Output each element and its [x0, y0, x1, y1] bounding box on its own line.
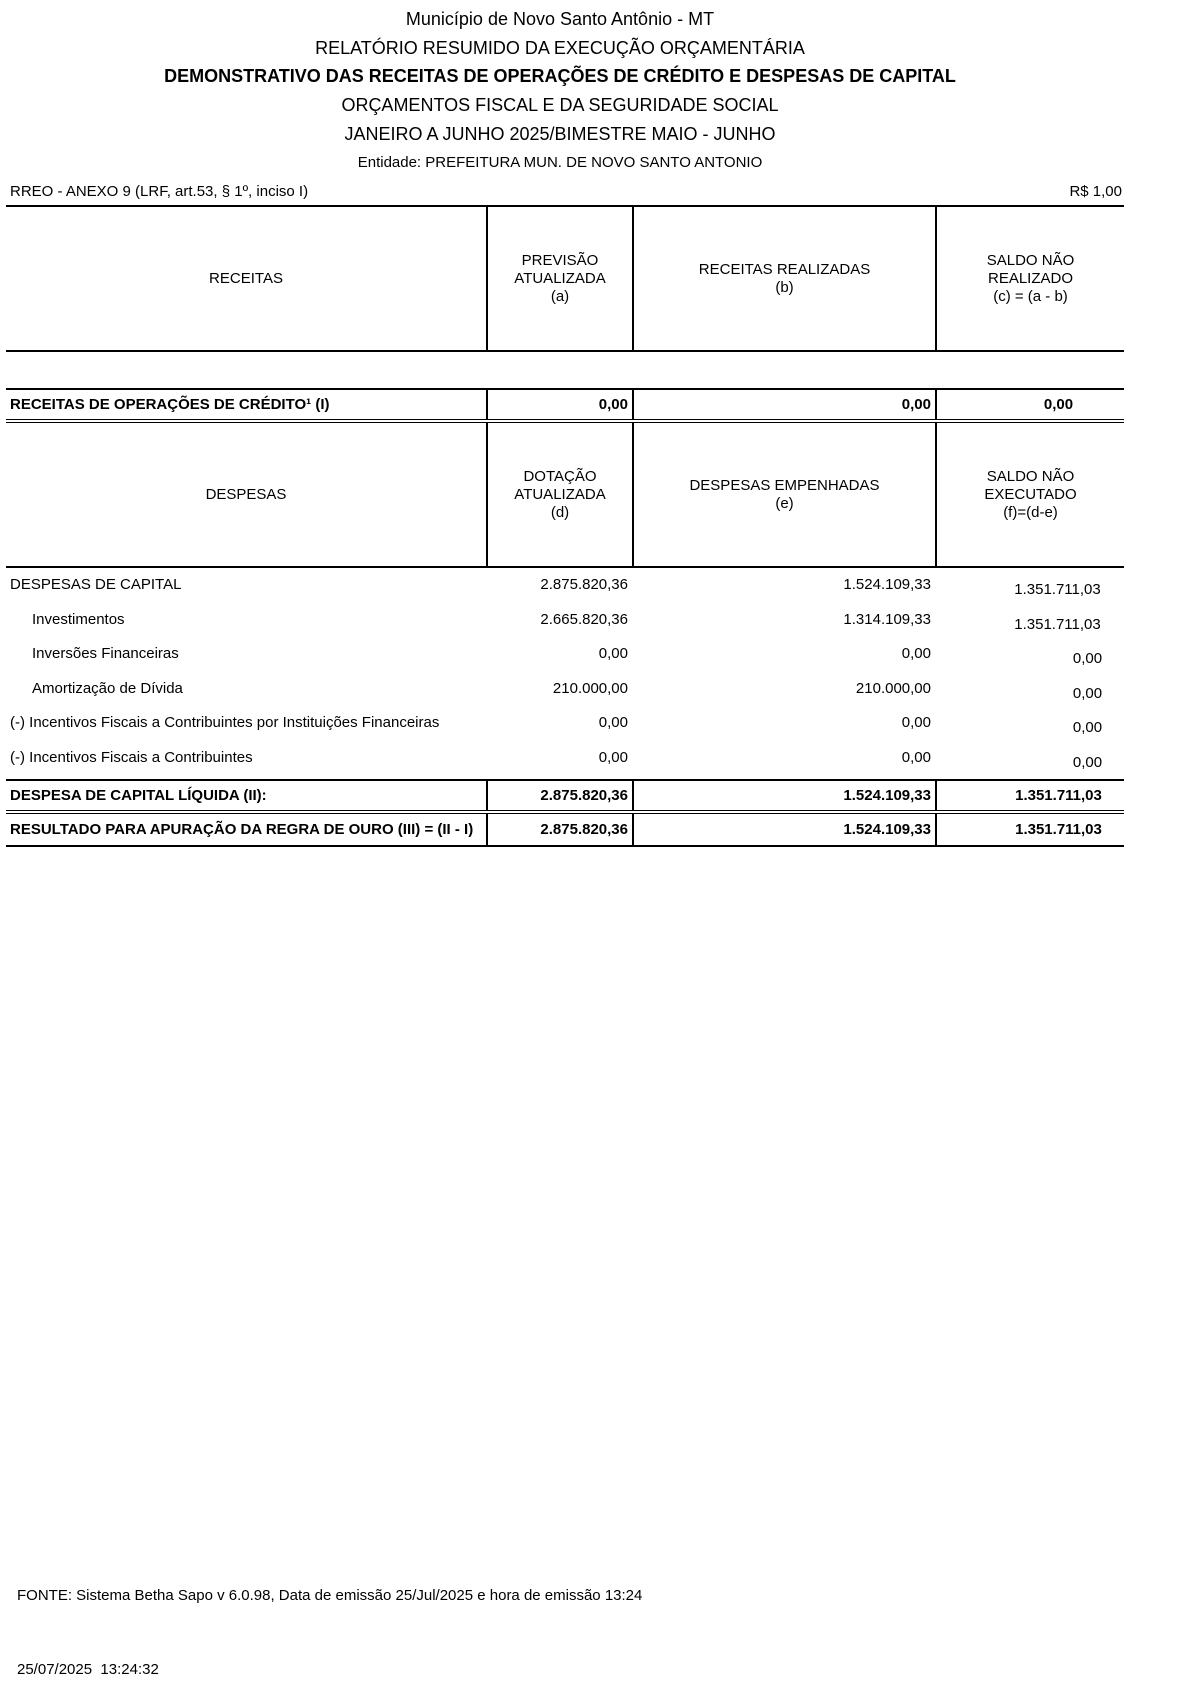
net-row-label: DESPESA DE CAPITAL LÍQUIDA (II):: [10, 787, 267, 804]
expense-label: Amortização de Dívida: [32, 679, 183, 697]
expense-e: 0,00: [901, 645, 931, 662]
report-table: [6, 205, 1124, 847]
expense-label: (-) Incentivos Fiscais a Contribuintes: [10, 748, 253, 766]
net-row-d: 2.875.820,36: [486, 781, 632, 810]
expense-e: 1.314.109,33: [843, 610, 931, 628]
expense-f: 0,00: [1072, 684, 1103, 702]
budgets-title: ORÇAMENTOS FISCAL E DA SEGURIDADE SOCIAL: [341, 95, 779, 115]
currency-unit: R$ 1,00: [1069, 183, 1122, 200]
expense-d: 2.665.820,36: [540, 610, 628, 628]
expense-label: Investimentos: [32, 610, 125, 628]
credit-row-b: 0,00: [632, 390, 935, 419]
expense-f: 0,00: [1072, 719, 1103, 736]
revenue-header-col2: PREVISÃO ATUALIZADA (a): [486, 207, 632, 350]
expense-d: 210.000,00: [552, 679, 628, 697]
table-row: [6, 710, 1124, 745]
expense-header: [6, 423, 1124, 568]
expense-d: 0,00: [598, 714, 628, 731]
table-row: [6, 607, 1124, 642]
expense-label: DESPESAS DE CAPITAL: [10, 576, 182, 593]
expense-header-col4: SALDO NÃO EXECUTADO (f)=(d-e): [935, 423, 1124, 566]
result-row-label: RESULTADO PARA APURAÇÃO DA REGRA DE OURO (III) = (II - I): [10, 821, 474, 838]
expense-header-col1: DESPESAS: [205, 485, 287, 503]
source-footnote: FONTE: Sistema Betha Sapo v 6.0.98, Data de emissão 25/Jul/2025 e hora de emissão 13:24: [17, 1587, 643, 1604]
credit-row-label: RECEITAS DE OPERAÇÕES DE CRÉDITO¹ (I): [10, 396, 330, 413]
result-row-d: 2.875.820,36: [486, 814, 632, 845]
result-row-f: 1.351.711,03: [935, 814, 1124, 845]
period-title: JANEIRO A JUNHO 2025/BIMESTRE MAIO - JUNHO: [344, 124, 776, 144]
credit-row-c: 0,00: [935, 390, 1124, 419]
credit-row-a: 0,00: [486, 390, 632, 419]
expense-f: 1.351.711,03: [1014, 581, 1101, 598]
expense-d: 0,00: [598, 645, 628, 662]
table-row: [6, 676, 1124, 711]
expense-f: 0,00: [1072, 753, 1103, 771]
table-row: [6, 641, 1124, 676]
expense-rows: [6, 568, 1124, 779]
expense-d: 2.875.820,36: [540, 576, 628, 593]
revenue-header: [6, 205, 1124, 352]
table-row: [6, 745, 1124, 780]
entity-label: Entidade: PREFEITURA MUN. DE NOVO SANTO ANTONIO: [357, 154, 763, 171]
annex-label: RREO - ANEXO 9 (LRF, art.53, § 1º, inciso I): [10, 183, 309, 200]
net-row-f: 1.351.711,03: [935, 781, 1124, 810]
net-row-e: 1.524.109,33: [632, 781, 935, 810]
expense-e: 210.000,00: [855, 679, 931, 697]
revenue-header-col1: RECEITAS: [209, 269, 283, 287]
expense-d: 0,00: [598, 748, 628, 766]
report-title: RELATÓRIO RESUMIDO DA EXECUÇÃO ORÇAMENTÁRIA: [315, 38, 805, 58]
expense-e: 0,00: [901, 748, 931, 766]
print-timestamp: 25/07/2025 13:24:32: [17, 1661, 159, 1678]
expense-label: Inversões Financeiras: [32, 645, 179, 662]
expense-label: (-) Incentivos Fiscais a Contribuintes por Instituições Financeiras: [10, 714, 440, 731]
expense-e: 1.524.109,33: [843, 576, 931, 593]
statement-title: DEMONSTRATIVO DAS RECEITAS DE OPERAÇÕES DE CRÉDITO E DESPESAS DE CAPITAL: [164, 66, 956, 86]
result-row-e: 1.524.109,33: [632, 814, 935, 845]
revenue-header-col3: RECEITAS REALIZADAS (b): [632, 207, 935, 350]
municipality-title: Município de Novo Santo Antônio - MT: [405, 9, 715, 29]
expense-header-col2: DOTAÇÃO ATUALIZADA (d): [486, 423, 632, 566]
golden-rule-result-row: [6, 814, 1124, 847]
net-capital-expense-row: [6, 779, 1124, 814]
expense-f: 1.351.711,03: [1014, 615, 1101, 633]
table-row: [6, 572, 1124, 607]
credit-operations-row: [6, 388, 1124, 423]
expense-e: 0,00: [901, 714, 931, 731]
expense-f: 0,00: [1072, 650, 1103, 667]
revenue-header-col4: SALDO NÃO REALIZADO (c) = (a - b): [935, 207, 1124, 350]
expense-header-col3: DESPESAS EMPENHADAS (e): [632, 423, 935, 566]
